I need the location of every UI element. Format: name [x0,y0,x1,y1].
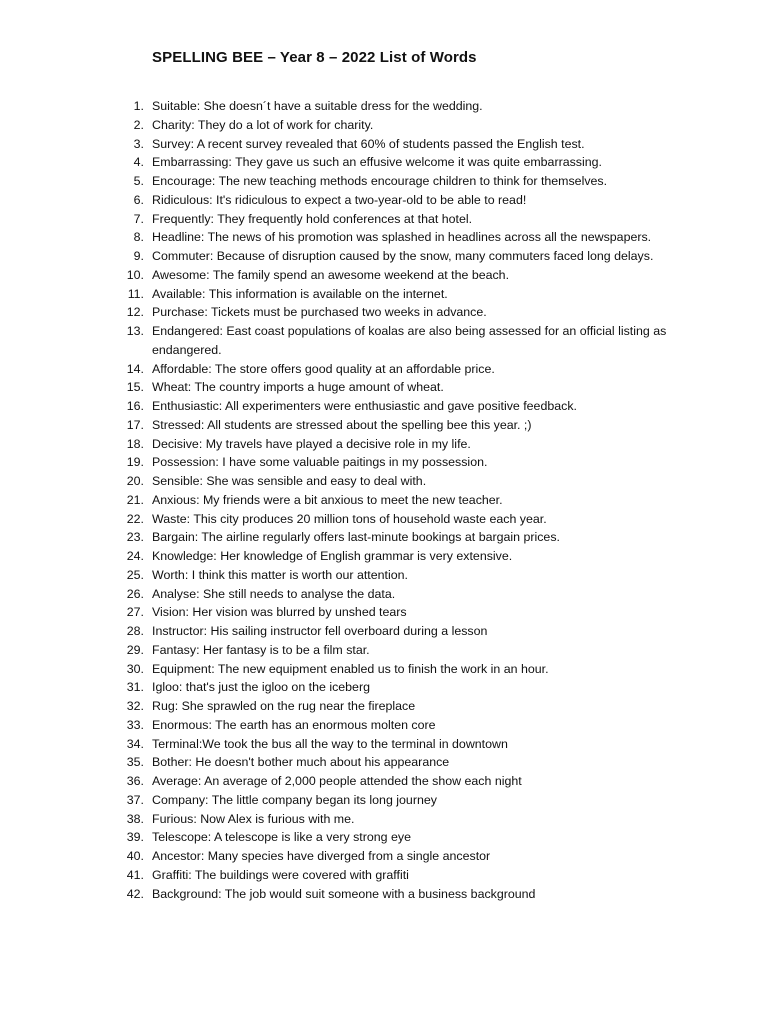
list-item [0,285,672,304]
list-item-number: 38. [126,811,144,826]
list-item [0,510,672,529]
page-title: SPELLING BEE – Year 8 – 2022 List of Words [152,49,477,66]
list-item-text: Survey: A recent survey revealed that 60% of students passed the English test. [152,136,585,151]
list-item-text: Awesome: The family spend an awesome weekend at the beach. [152,267,510,282]
list-item-text: Vision: Her vision was blurred by unshed tears [152,605,407,620]
list-item-text: Available: This information is available on the internet. [152,286,448,301]
list-item-number: 12. [126,305,144,320]
list-item [0,228,672,247]
list-item-text: Stressed: All students are stressed about the spelling bee this year. ;) [152,417,532,432]
list-item [0,453,672,472]
list-item-number: 25. [126,567,144,582]
list-item-text: Rug: She sprawled on the rug near the fireplace [152,699,416,713]
list-item-text: Possession: I have some valuable paitings in my possession. [152,455,488,470]
list-item-number: 7. [133,211,144,226]
list-item-text: Telescope: A telescope is like a very strong eye [152,830,411,845]
list-item [0,397,672,416]
list-item [0,791,672,810]
list-item [0,172,672,191]
list-item-number: 39. [126,830,144,845]
list-item [0,622,672,641]
word-list [0,97,768,903]
list-item-number: 8. [133,230,144,245]
list-item [0,885,672,904]
list-item-text: Sensible: She was sensible and easy to deal with. [152,474,427,488]
list-item-text: Anxious: My friends were a bit anxious to meet the new teacher. [152,492,503,507]
list-item-number: 33. [126,717,144,732]
list-item [0,97,672,116]
list-item [0,191,672,210]
list-item-number: 32. [126,699,144,713]
list-item-number: 41. [126,867,144,882]
list-item [0,828,672,847]
list-item-text: Ancestor: Many species have diverged from a single ancestor [152,849,491,863]
list-item [0,360,672,379]
list-item-text: Graffiti: The buildings were covered with graffiti [152,867,409,882]
list-item-number: 17. [126,417,144,432]
list-item-number: 14. [126,361,144,376]
list-item-text: Waste: This city produces 20 million tons of household waste each year. [152,511,547,526]
list-item-text: Enthusiastic: All experimenters were enthusiastic and gave positive feedback. [152,399,577,413]
list-item [0,378,672,397]
list-item-number: 29. [126,642,144,657]
list-item-number: 6. [133,192,144,207]
list-item-text: Charity: They do a lot of work for charity. [152,117,374,132]
list-item-text: Background: The job would suit someone with a business background [152,886,536,901]
list-item-number: 34. [126,736,144,751]
list-item-number: 5. [133,174,144,188]
list-item [0,491,672,510]
list-item [0,435,672,454]
list-item-text: Knowledge: Her knowledge of English grammar is very extensive. [152,549,513,563]
list-item-number: 15. [126,380,144,395]
list-item-text: Terminal:We took the bus all the way to the terminal in downtown [152,736,508,751]
list-item [0,547,672,566]
list-item-number: 24. [126,549,144,563]
list-item-number: 4. [133,155,144,170]
list-item [0,585,672,604]
list-item-text: Average: An average of 2,000 people attended the show each night [152,774,522,788]
list-item [0,697,672,716]
list-item [0,303,672,322]
list-item [0,735,672,754]
list-item-number: 26. [126,586,144,601]
list-item-number: 19. [126,455,144,470]
list-item [0,566,672,585]
list-item-number: 42. [126,886,144,901]
list-item [0,641,672,660]
list-item-number: 36. [126,774,144,788]
list-item-text: Endangered: East coast populations of koalas are also being assessed for an official listing as endangered. [152,324,667,357]
list-item-number: 9. [133,249,144,263]
list-item [0,678,672,697]
list-item [0,135,672,154]
list-item-number: 30. [126,661,144,676]
list-item-text: Headline: The news of his promotion was splashed in headlines across all the newspapers. [152,230,652,245]
list-item-text: Bother: He doesn't bother much about his appearance [152,755,450,770]
list-item-text: Company: The little company began its long journey [152,792,437,807]
list-item-number: 28. [126,624,144,638]
list-item-number: 22. [126,511,144,526]
list-item-text: Fantasy: Her fantasy is to be a film star. [152,642,370,657]
list-item-number: 3. [133,136,144,151]
list-item [0,416,672,435]
list-item [0,753,672,772]
list-item [0,247,672,266]
list-item [0,266,672,285]
list-item-text: Embarrassing: They gave us such an effusive welcome it was quite embarrassing. [152,155,602,170]
list-item-text: Suitable: She doesn´t have a suitable dress for the wedding. [152,99,483,113]
list-item-number: 31. [126,680,144,695]
list-item-number: 37. [126,792,144,807]
list-item-number: 16. [126,399,144,413]
list-item-number: 21. [126,492,144,507]
list-item-text: Wheat: The country imports a huge amount of wheat. [152,380,444,395]
list-item [0,772,672,791]
list-item-text: Enormous: The earth has an enormous molten core [152,717,436,732]
list-item [0,153,672,172]
list-item [0,866,672,885]
list-item-text: Encourage: The new teaching methods encourage children to think for themselves. [152,174,608,188]
list-item-text: Decisive: My travels have played a decisive role in my life. [152,436,471,451]
list-item [0,472,672,491]
list-item-text: Frequently: They frequently hold conferences at that hotel. [152,211,473,226]
list-item-number: 13. [126,324,144,338]
list-item-text: Ridiculous: It's ridiculous to expect a two-year-old to be able to read! [152,192,527,207]
list-item-text: Commuter: Because of disruption caused by the snow, many commuters faced long delays. [152,249,654,263]
list-item-number: 18. [126,436,144,451]
list-item [0,210,672,229]
list-item-text: Furious: Now Alex is furious with me. [152,811,355,826]
list-item-number: 2. [133,117,144,132]
list-item-text: Purchase: Tickets must be purchased two weeks in advance. [152,305,487,320]
list-item-text: Instructor: His sailing instructor fell overboard during a lesson [152,624,488,638]
list-item [0,847,672,866]
list-item-number: 35. [126,755,144,770]
list-item-text: Igloo: that's just the igloo on the iceberg [152,680,370,695]
list-item-number: 10. [126,267,144,282]
list-item-number: 27. [126,605,144,620]
list-item [0,716,672,735]
list-item [0,116,672,135]
list-item-text: Equipment: The new equipment enabled us to finish the work in an hour. [152,661,549,676]
list-item-text: Bargain: The airline regularly offers last-minute bookings at bargain prices. [152,530,560,545]
list-item [0,603,672,622]
list-item [0,660,672,679]
list-item-number: 11. [127,286,144,301]
list-item-text: Worth: I think this matter is worth our attention. [152,567,408,582]
list-item [0,528,672,547]
list-item-number: 23. [126,530,144,545]
list-item [0,322,672,360]
list-item-number: 1. [133,99,144,113]
list-item-number: 20. [126,474,144,488]
list-item [0,810,672,829]
list-item-text: Affordable: The store offers good quality at an affordable price. [152,361,495,376]
list-item-number: 40. [126,849,144,863]
list-item-text: Analyse: She still needs to analyse the data. [152,586,396,601]
